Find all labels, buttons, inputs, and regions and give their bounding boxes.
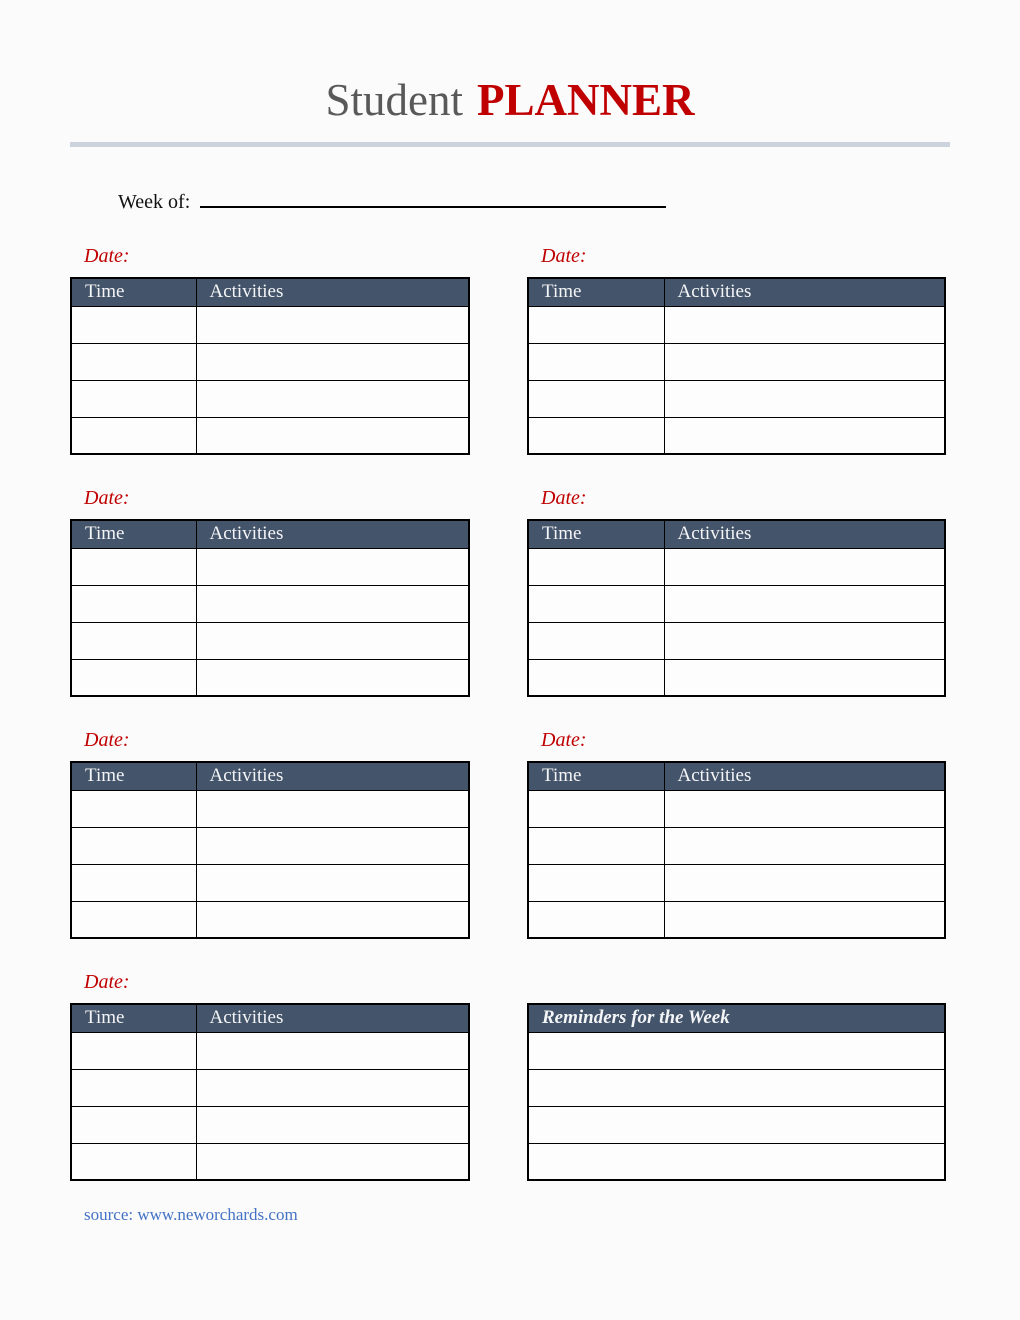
activities-cell[interactable] xyxy=(664,380,945,417)
time-column-header: Time xyxy=(528,762,664,790)
table-row xyxy=(71,901,469,938)
time-column-header: Time xyxy=(528,520,664,548)
activities-cell[interactable] xyxy=(196,585,469,622)
time-cell[interactable] xyxy=(71,1106,196,1143)
table-row xyxy=(528,622,945,659)
table-header-row xyxy=(71,520,469,548)
activities-column-header: Activities xyxy=(664,520,945,548)
table-row xyxy=(71,417,469,454)
day-table xyxy=(527,277,946,455)
table-row xyxy=(528,790,945,827)
day-section-6 xyxy=(527,727,946,939)
table-row xyxy=(528,343,945,380)
reminder-cell[interactable] xyxy=(528,1069,945,1106)
time-cell[interactable] xyxy=(71,622,196,659)
activities-cell[interactable] xyxy=(196,1106,469,1143)
activities-column-header: Activities xyxy=(196,762,469,790)
time-column-header: Time xyxy=(528,278,664,306)
activities-column-header: Activities xyxy=(196,278,469,306)
table-row xyxy=(71,306,469,343)
activities-cell[interactable] xyxy=(196,790,469,827)
planner-grid xyxy=(70,243,950,1181)
activities-cell[interactable] xyxy=(196,380,469,417)
activities-cell[interactable] xyxy=(664,622,945,659)
activities-cell[interactable] xyxy=(664,827,945,864)
day-section-3 xyxy=(70,485,470,697)
reminder-cell[interactable] xyxy=(528,1106,945,1143)
table-row xyxy=(528,380,945,417)
activities-cell[interactable] xyxy=(196,901,469,938)
activities-cell[interactable] xyxy=(664,901,945,938)
time-cell[interactable] xyxy=(71,306,196,343)
day-table xyxy=(70,761,470,939)
table-header-row xyxy=(71,762,469,790)
time-cell[interactable] xyxy=(528,417,664,454)
activities-column-header: Activities xyxy=(664,278,945,306)
activities-cell[interactable] xyxy=(664,659,945,696)
date-label: Date: xyxy=(84,971,130,993)
table-header-row xyxy=(528,762,945,790)
time-cell[interactable] xyxy=(528,864,664,901)
activities-cell[interactable] xyxy=(196,548,469,585)
table-header-row xyxy=(528,520,945,548)
time-column-header: Time xyxy=(71,1004,196,1032)
activities-cell[interactable] xyxy=(664,585,945,622)
time-cell[interactable] xyxy=(528,622,664,659)
activities-column-header: Activities xyxy=(664,762,945,790)
week-of-row xyxy=(118,187,1020,215)
date-label: Date: xyxy=(541,729,587,751)
time-cell[interactable] xyxy=(71,901,196,938)
date-label: Date: xyxy=(84,729,130,751)
time-cell[interactable] xyxy=(528,585,664,622)
day-section-2 xyxy=(527,243,946,455)
table-row xyxy=(528,417,945,454)
reminders-table xyxy=(527,1003,946,1181)
table-row xyxy=(528,659,945,696)
activities-cell[interactable] xyxy=(196,343,469,380)
table-row xyxy=(528,827,945,864)
time-cell[interactable] xyxy=(71,380,196,417)
time-cell[interactable] xyxy=(71,864,196,901)
table-row xyxy=(71,548,469,585)
day-section-1 xyxy=(70,243,470,455)
reminders-section xyxy=(527,969,946,1181)
time-cell[interactable] xyxy=(71,1069,196,1106)
table-row xyxy=(71,827,469,864)
table-row xyxy=(71,622,469,659)
time-cell[interactable] xyxy=(528,306,664,343)
activities-cell[interactable] xyxy=(196,306,469,343)
table-row xyxy=(71,1069,469,1106)
reminder-cell[interactable] xyxy=(528,1032,945,1069)
activities-column-header: Activities xyxy=(196,520,469,548)
date-label: Date: xyxy=(84,245,130,267)
reminders-header: Reminders for the Week xyxy=(528,1004,945,1032)
activities-cell[interactable] xyxy=(196,622,469,659)
date-label: Date: xyxy=(84,487,130,509)
activities-cell[interactable] xyxy=(664,790,945,827)
table-row xyxy=(528,1032,945,1069)
date-label: Date: xyxy=(541,487,587,509)
time-cell[interactable] xyxy=(71,659,196,696)
table-row xyxy=(71,1106,469,1143)
time-column-header: Time xyxy=(71,278,196,306)
table-row xyxy=(71,1143,469,1180)
title-divider xyxy=(70,142,950,147)
time-cell[interactable] xyxy=(71,1143,196,1180)
day-table xyxy=(70,1003,470,1181)
table-row xyxy=(528,1143,945,1180)
table-row xyxy=(528,548,945,585)
activities-cell[interactable] xyxy=(196,659,469,696)
time-cell[interactable] xyxy=(528,901,664,938)
time-cell[interactable] xyxy=(71,585,196,622)
time-column-header: Time xyxy=(71,520,196,548)
week-of-label: Week of: xyxy=(118,191,191,213)
activities-cell[interactable] xyxy=(664,343,945,380)
time-cell[interactable] xyxy=(71,417,196,454)
activities-cell[interactable] xyxy=(664,548,945,585)
reminder-cell[interactable] xyxy=(528,1143,945,1180)
table-row xyxy=(71,585,469,622)
table-row xyxy=(71,343,469,380)
source-link[interactable]: source: www.neworchards.com xyxy=(84,1205,298,1224)
time-cell[interactable] xyxy=(71,827,196,864)
day-section-5 xyxy=(70,727,470,939)
activities-column-header: Activities xyxy=(196,1004,469,1032)
table-row xyxy=(528,306,945,343)
time-cell[interactable] xyxy=(528,790,664,827)
time-cell[interactable] xyxy=(528,380,664,417)
time-cell[interactable] xyxy=(71,790,196,827)
table-row xyxy=(71,790,469,827)
activities-cell[interactable] xyxy=(664,306,945,343)
table-row xyxy=(528,901,945,938)
day-table xyxy=(527,519,946,697)
time-cell[interactable] xyxy=(71,548,196,585)
table-row xyxy=(528,1106,945,1143)
activities-cell[interactable] xyxy=(196,864,469,901)
activities-cell[interactable] xyxy=(196,1143,469,1180)
table-header-row xyxy=(71,278,469,306)
time-column-header: Time xyxy=(71,762,196,790)
week-of-input-line[interactable] xyxy=(200,187,666,208)
time-cell[interactable] xyxy=(528,343,664,380)
time-cell[interactable] xyxy=(71,1032,196,1069)
table-row xyxy=(528,585,945,622)
day-section-4 xyxy=(527,485,946,697)
activities-cell[interactable] xyxy=(664,417,945,454)
activities-cell[interactable] xyxy=(664,864,945,901)
table-header-row xyxy=(528,278,945,306)
time-cell[interactable] xyxy=(528,827,664,864)
title-emphasis: PLANNER xyxy=(477,75,695,125)
day-section-7 xyxy=(70,969,470,1181)
page-title xyxy=(0,0,1020,126)
activities-cell[interactable] xyxy=(196,417,469,454)
date-label: Date: xyxy=(541,245,587,267)
activities-cell[interactable] xyxy=(196,1032,469,1069)
day-table xyxy=(70,277,470,455)
day-table xyxy=(527,761,946,939)
table-row xyxy=(528,1069,945,1106)
activities-cell[interactable] xyxy=(196,1069,469,1106)
time-cell[interactable] xyxy=(71,343,196,380)
day-table xyxy=(70,519,470,697)
table-row xyxy=(71,864,469,901)
time-cell[interactable] xyxy=(528,659,664,696)
table-header-row xyxy=(528,1004,945,1032)
table-row xyxy=(71,380,469,417)
table-row xyxy=(528,864,945,901)
time-cell[interactable] xyxy=(528,548,664,585)
title-prefix: Student xyxy=(325,75,463,125)
table-row xyxy=(71,1032,469,1069)
table-row xyxy=(71,659,469,696)
activities-cell[interactable] xyxy=(196,827,469,864)
table-header-row xyxy=(71,1004,469,1032)
